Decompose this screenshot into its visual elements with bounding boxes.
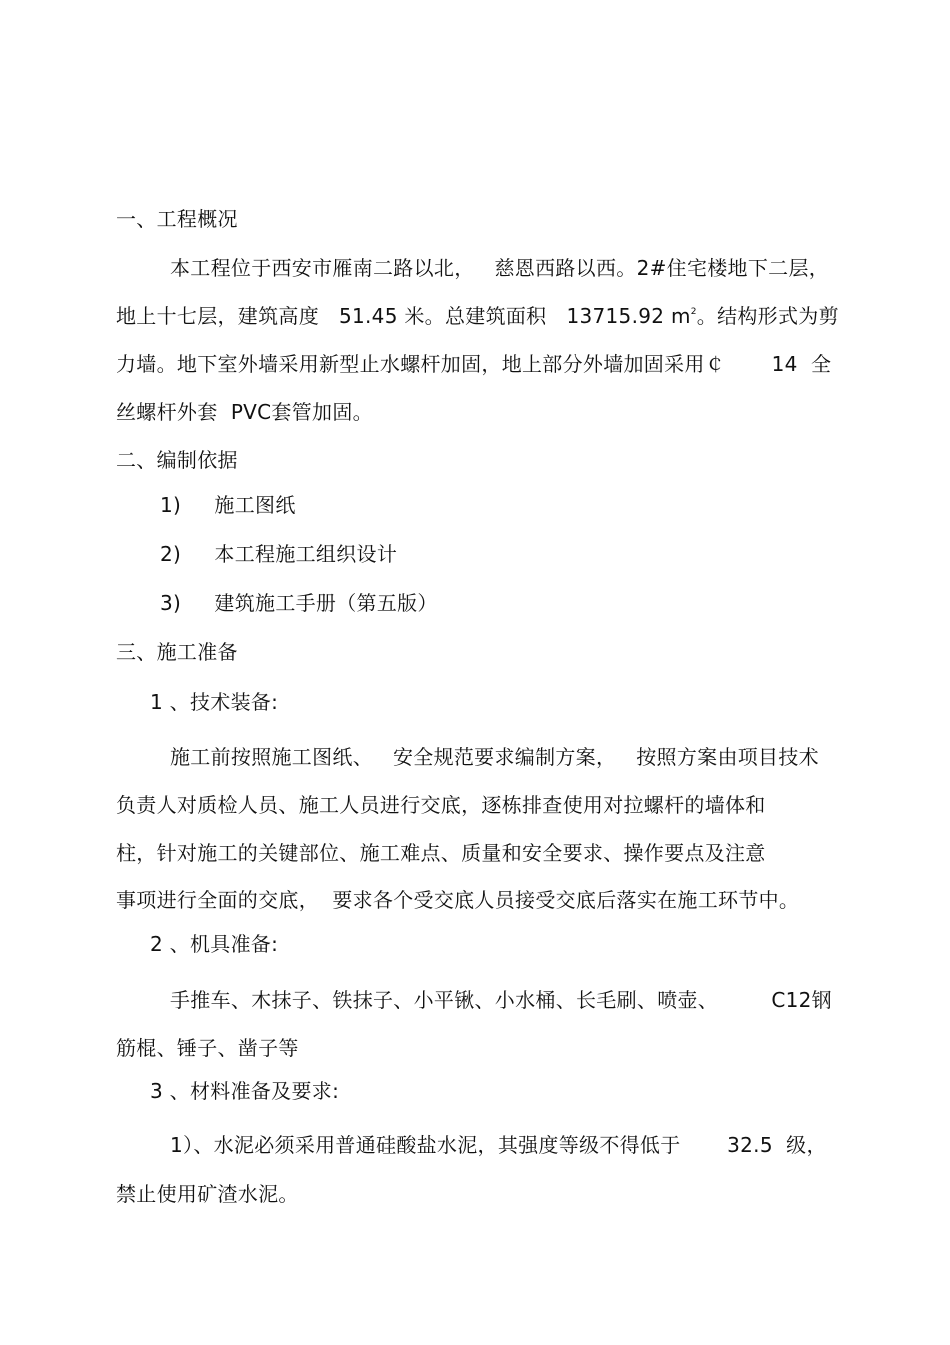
basis-item-3: 3) 建筑施工手册（第五版） [160, 591, 438, 615]
overview-line-2-text: 地上十七层，建筑高度 51.45 米。总建筑面积 13715.92 m [116, 304, 691, 328]
tools-line-1: 手推车、木抹子、铁抹子、小平锹、小水桶、长毛刷、喷壶、 C12钢 [170, 988, 832, 1012]
materials-line-1: 1）、水泥必须采用普通硅酸盐水泥，其强度等级不得低于 32.5 级， [170, 1133, 827, 1157]
overview-line-4: 丝螺杆外套 PVC套管加固。 [116, 400, 373, 424]
overview-line-1: 本工程位于西安市雁南二路以北， 慈恩西路以西。2#住宅楼地下二层， [170, 256, 830, 280]
subsection-title-materials: 3 、材料准备及要求: [150, 1079, 340, 1103]
technical-line-1: 施工前按照施工图纸、 安全规范要求编制方案， 按照方案由项目技术 [170, 745, 819, 769]
section-heading-preparation: 三、施工准备 [116, 640, 238, 664]
section-heading-overview: 一、工程概况 [116, 207, 238, 231]
subsection-title-technical: 1 、技术装备: [150, 690, 279, 714]
basis-item-2: 2) 本工程施工组织设计 [160, 542, 398, 566]
overview-line-3: 力墙。地下室外墙采用新型止水螺杆加固，地上部分外墙加固采用￠ 14 全 [116, 352, 832, 376]
tools-line-2: 筋棍、锤子、凿子等 [116, 1036, 299, 1060]
section-heading-basis: 二、编制依据 [116, 448, 238, 472]
area-superscript: 2 [690, 307, 697, 317]
overview-line-2 [116, 302, 839, 330]
basis-item-1: 1) 施工图纸 [160, 493, 296, 517]
technical-line-4: 事项进行全面的交底， 要求各个受交底人员接受交底后落实在施工环节中。 [116, 888, 800, 912]
overview-line-2-tail: 。结构形式为剪 [696, 304, 839, 328]
subsection-title-tools: 2 、机具准备: [150, 932, 279, 956]
materials-line-2: 禁止使用矿渣水泥。 [116, 1182, 299, 1206]
technical-line-3: 柱，针对施工的关键部位、施工难点、质量和安全要求、操作要点及注意 [116, 841, 766, 865]
technical-line-2: 负责人对质检人员、施工人员进行交底，逐栋排查使用对拉螺杆的墙体和 [116, 793, 766, 817]
